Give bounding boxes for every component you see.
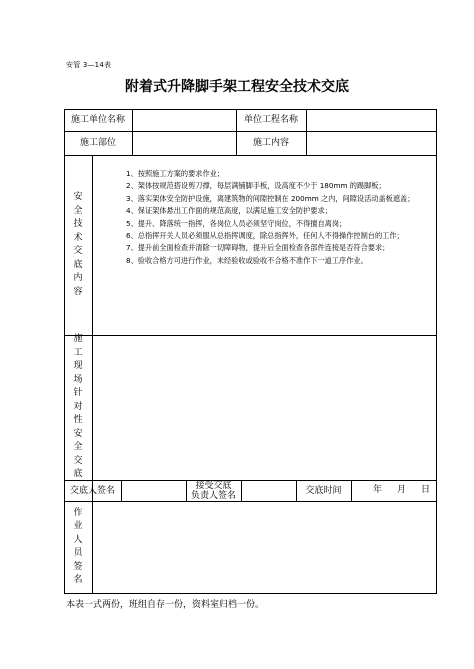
department-value[interactable] (132, 131, 236, 155)
form-code: 安管 3—14表 (66, 61, 112, 69)
list-item: 3、落实架体安全防护设施，离建筑物的间隙控制在 200mm 之内，间隙设活动盖板遮盖； (126, 193, 415, 203)
project-name-value[interactable] (306, 109, 436, 131)
site-disclosure-label: 施工现场针对性安全交底 (73, 334, 83, 480)
date-day-label: 日 (421, 485, 431, 495)
content-label: 施工内容 (252, 138, 289, 148)
list-item: 2、架体按规范搭设剪刀撑，每层满铺脚手板，设高度不少于 180mm 的踢脚板； (126, 181, 386, 191)
receiver-label-line1: 接受交底 (195, 480, 232, 491)
receiver-label (186, 480, 241, 501)
safety-content-label-cell (64, 155, 92, 335)
worker-signature-label: 作业人员签名 (73, 507, 83, 585)
date-month-label: 月 (397, 485, 407, 495)
construction-unit-label: 施工单位名称 (70, 115, 125, 125)
footer-note: 本表一式两份，班组自存一份，资料室归档一份。 (66, 600, 265, 610)
worker-signature-label-cell (64, 501, 92, 593)
site-disclosure-area[interactable] (92, 335, 436, 480)
disclosure-date-field[interactable] (351, 480, 436, 501)
disclosure-time-label: 交底时间 (305, 485, 342, 496)
content-value[interactable] (306, 131, 436, 155)
list-item: 4、保证架体悬出工作面的规范高度，以满足施工安全防护要求； (126, 206, 332, 216)
safety-content-list (126, 168, 442, 267)
department-label: 施工部位 (79, 138, 116, 148)
list-item: 5、提升、降落统一指挥，各岗位人员必须坚守岗位，不得擅自离岗； (126, 218, 347, 228)
site-disclosure-label-cell (64, 335, 92, 480)
document-title: 附着式升降脚手架工程安全技术交底 (125, 79, 349, 95)
list-item: 1、按照施工方案的要求作业； (126, 169, 225, 178)
receiver-label-line2: 负责人签名 (190, 490, 236, 501)
discloser-label: 交底人签名 (69, 485, 115, 496)
receiver-signature-field[interactable] (241, 480, 296, 501)
list-item: 6、总指挥开关人员必须服从总指挥调度，除总指挥外，任何人不得操作控制台的工作； (126, 231, 404, 241)
worker-signature-area[interactable] (92, 501, 436, 593)
safety-content-label: 安全技术交底内容 (73, 192, 83, 297)
project-name-label: 单位工程名称 (243, 115, 298, 125)
discloser-signature-field[interactable] (121, 480, 186, 501)
list-item: 8、验收合格方可进行作业，未经验收或验收不合格不准作下一道工序作业。 (126, 255, 368, 265)
list-item: 7、提升前全面检查并清除一切障碍物，提升后全面检查各部件连接是否符合要求； (126, 243, 390, 253)
date-year-label: 年 (373, 485, 383, 495)
construction-unit-value[interactable] (132, 109, 236, 131)
